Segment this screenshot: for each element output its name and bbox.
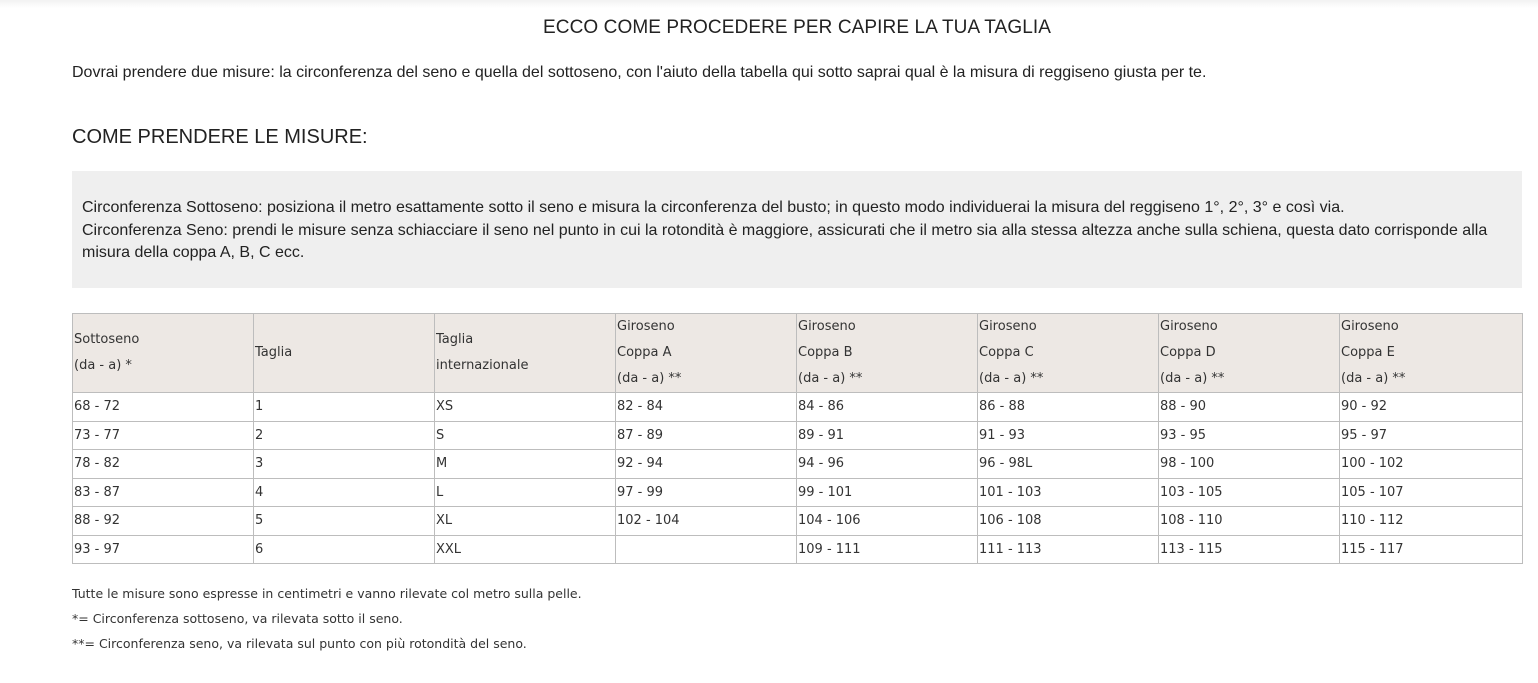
size-table-header	[73, 314, 1523, 393]
table-cell: 87 - 89	[616, 421, 797, 450]
column-header-line: (da - a) **	[979, 371, 1044, 386]
table-cell: 88 - 90	[1159, 393, 1340, 422]
table-cell: 97 - 99	[616, 478, 797, 507]
table-cell: 113 - 115	[1159, 535, 1340, 564]
column-header	[797, 314, 978, 393]
table-cell: 101 - 103	[978, 478, 1159, 507]
column-header-line: internazionale	[436, 358, 529, 373]
underbust-instruction: Circonferenza Sottoseno: posiziona il metro esattamente sotto il seno e misura la circonferenza del busto; in questo modo individuerai la misura del reggiseno 1°, 2°, 3° e così via.	[82, 199, 1345, 216]
table-cell: 110 - 112	[1340, 507, 1523, 536]
table-cell: 104 - 106	[797, 507, 978, 536]
table-cell: 91 - 93	[978, 421, 1159, 450]
table-cell: 111 - 113	[978, 535, 1159, 564]
table-row	[73, 535, 1523, 564]
table-cell: 88 - 92	[73, 507, 254, 536]
table-cell: 98 - 100	[1159, 450, 1340, 479]
table-cell: 73 - 77	[73, 421, 254, 450]
measuring-instructions-box	[72, 171, 1522, 288]
column-header-line: Giroseno	[798, 319, 856, 334]
page-title: ECCO COME PROCEDERE PER CAPIRE LA TUA TAGLIA	[542, 17, 1052, 38]
bust-instruction: Circonferenza Seno: prendi le misure senza schiacciare il seno nel punto in cui la rotondità è maggiore, assicurati che il metro sia alla stessa altezza anche sulla schiena, questa dato corrisponde alla misura della coppa A, B, C ecc.	[82, 221, 1488, 261]
table-row	[73, 507, 1523, 536]
column-header-line: (da - a) **	[1341, 371, 1406, 386]
column-header-line: (da - a) **	[798, 371, 863, 386]
top-shadow	[0, 0, 1538, 8]
column-header	[978, 314, 1159, 393]
column-header-line: Coppa E	[1341, 345, 1395, 360]
table-row	[73, 450, 1523, 479]
intro-text: Dovrai prendere due misure: la circonferenza del seno e quella del sottoseno, con l'aiuto della tabella qui sotto saprai qual è la misura di reggiseno giusta per te.	[72, 64, 1207, 81]
table-row	[73, 478, 1523, 507]
table-cell: 94 - 96	[797, 450, 978, 479]
column-header-line: Coppa A	[617, 345, 672, 360]
column-header-line: Giroseno	[979, 319, 1037, 334]
table-cell: 93 - 97	[73, 535, 254, 564]
table-cell: 92 - 94	[616, 450, 797, 479]
column-header-line: Taglia	[436, 332, 474, 347]
column-header	[435, 314, 616, 393]
table-cell: 102 - 104	[616, 507, 797, 536]
table-cell: 99 - 101	[797, 478, 978, 507]
table-cell: 68 - 72	[73, 393, 254, 422]
table-cell: 100 - 102	[1340, 450, 1523, 479]
column-header	[616, 314, 797, 393]
table-cell: 115 - 117	[1340, 535, 1523, 564]
column-header	[254, 314, 435, 393]
table-cell: 105 - 107	[1340, 478, 1523, 507]
table-cell: 3	[254, 450, 435, 479]
table-cell: S	[435, 421, 616, 450]
column-header-line: Coppa B	[798, 345, 853, 360]
column-header-line: Coppa D	[1160, 345, 1216, 360]
table-cell: 6	[254, 535, 435, 564]
column-header-line: Sottoseno	[74, 332, 140, 347]
table-cell: XS	[435, 393, 616, 422]
table-cell: 103 - 105	[1159, 478, 1340, 507]
note-bust: **= Circonferenza seno, va rilevata sul punto con più rotondità del seno.	[72, 636, 527, 651]
table-row	[73, 393, 1523, 422]
table-cell: XXL	[435, 535, 616, 564]
table-cell: 109 - 111	[797, 535, 978, 564]
column-header-line: Giroseno	[1160, 319, 1218, 334]
column-header-line: (da - a) *	[74, 358, 132, 373]
table-cell: 4	[254, 478, 435, 507]
table-cell: 93 - 95	[1159, 421, 1340, 450]
table-cell: L	[435, 478, 616, 507]
table-cell: 1	[254, 393, 435, 422]
column-header-line: Giroseno	[617, 319, 675, 334]
column-header	[1159, 314, 1340, 393]
table-cell: 96 - 98L	[978, 450, 1159, 479]
note-underbust: *= Circonferenza sottoseno, va rilevata sotto il seno.	[72, 611, 403, 626]
table-row	[73, 421, 1523, 450]
column-header-line: Taglia	[255, 345, 293, 360]
table-cell: 108 - 110	[1159, 507, 1340, 536]
header-row	[73, 314, 1523, 393]
table-cell: 86 - 88	[978, 393, 1159, 422]
column-header	[73, 314, 254, 393]
column-header-line: (da - a) **	[1160, 371, 1225, 386]
table-cell: 84 - 86	[797, 393, 978, 422]
table-cell: 82 - 84	[616, 393, 797, 422]
table-cell: 89 - 91	[797, 421, 978, 450]
table-cell: 106 - 108	[978, 507, 1159, 536]
footnotes	[72, 584, 582, 659]
table-cell	[616, 535, 797, 564]
column-header	[1340, 314, 1523, 393]
column-header-line: (da - a) **	[617, 371, 682, 386]
table-cell: 2	[254, 421, 435, 450]
column-header-line: Giroseno	[1341, 319, 1399, 334]
table-cell: 83 - 87	[73, 478, 254, 507]
table-cell: 95 - 97	[1340, 421, 1523, 450]
table-cell: 5	[254, 507, 435, 536]
note-units: Tutte le misure sono espresse in centimetri e vanno rilevate col metro sulla pelle.	[72, 586, 582, 601]
table-cell: 90 - 92	[1340, 393, 1523, 422]
section-subtitle: COME PRENDERE LE MISURE:	[72, 126, 368, 148]
table-cell: M	[435, 450, 616, 479]
table-cell: 78 - 82	[73, 450, 254, 479]
size-table-body	[73, 393, 1523, 564]
size-table	[72, 313, 1523, 564]
table-cell: XL	[435, 507, 616, 536]
column-header-line: Coppa C	[979, 345, 1034, 360]
